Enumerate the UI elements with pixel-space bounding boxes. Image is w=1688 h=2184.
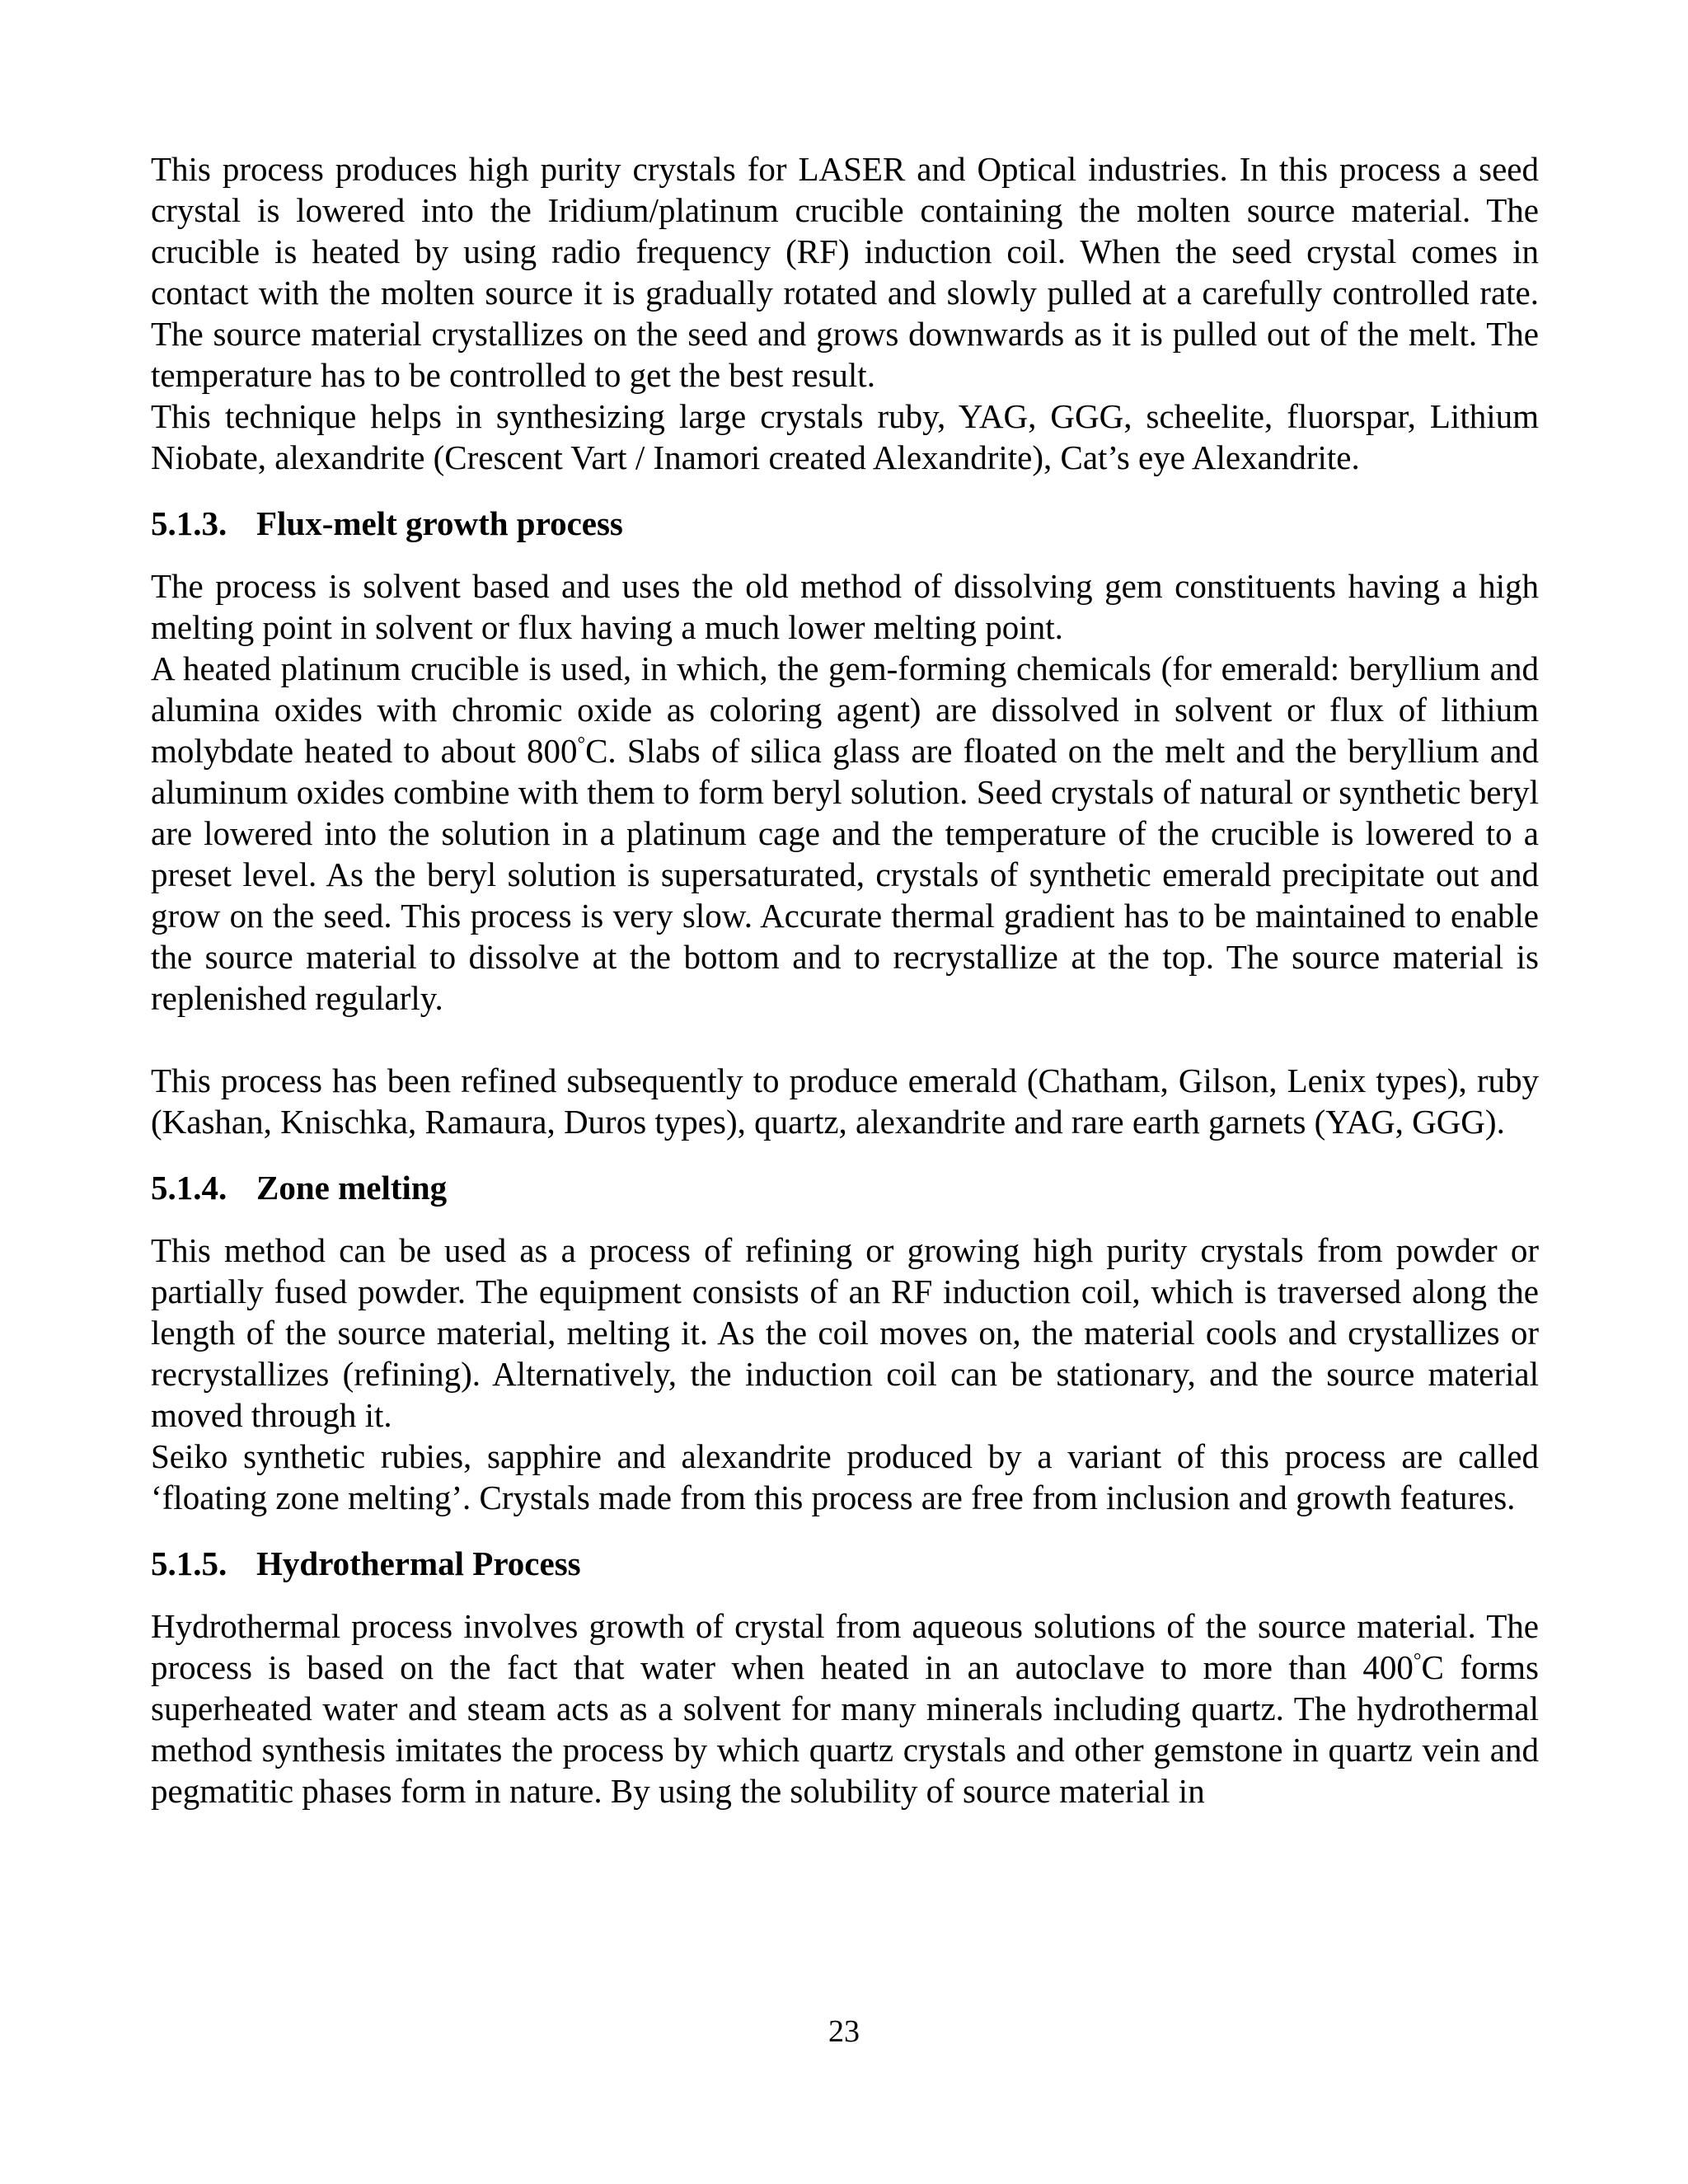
section-heading-5-1-4 [151, 1167, 1539, 1208]
page-number: 23 [828, 2014, 860, 2049]
intro-paragraph-1: This process produces high purity crystals for LASER and Optical industries. In this process a seed crystal is lowered into the Iridium/platinum crucible containing the molten source material. The crucible is heated by using radio frequency (RF) induction coil. When the seed crystal comes in contact with the molten source it is gradually rotated and slowly pulled at a carefully controlled rate. The source material crystallizes on the seed and grows downwards as it is pulled out of the melt. The temperature has to be controlled to get the best result. [151, 150, 1539, 394]
flux-paragraph-3: This process has been refined subsequently to produce emerald (Chatham, Gilson, Lenix types), ruby (Kashan, Knischka, Ramaura, Duros types), quartz, alexandrite and rare earth garnets (YAG, GGG). [151, 1062, 1539, 1141]
intro-paragraph-2: This technique helps in synthesizing large crystals ruby, YAG, GGG, scheelite, fluorspar, Lithium Niobate, alexandrite (Crescent Vart / Inamori created Alexandrite), Cat’s eye Alexandrite. [151, 397, 1539, 476]
section-number: 5.1.5. [151, 1544, 227, 1582]
flux-paragraph-1: The process is solvent based and uses the old method of dissolving gem constituents having a high melting point in solvent or flux having a much lower melting point. [151, 567, 1539, 646]
flux-paragraph-2: A heated platinum crucible is used, in which, the gem-forming chemicals (for emerald: beryllium and alumina oxides with chromic oxide as coloring agent) are dissolved in solvent or flux of lithium molybdate heated to about 800°C. Slabs of silica glass are floated on the melt and the beryllium and aluminum oxides combine with them to form beryl solution. Seed crystals of natural or synthetic beryl are lowered into the solution in a platinum cage and the temperature of the crucible is lowered to a preset level. As the beryl solution is supersaturated, crystals of synthetic emerald precipitate out and grow on the seed. This process is very slow. Accurate thermal gradient has to be maintained to enable the source material to dissolve at the bottom and to recrystallize at the top. The source material is replenished regularly. [151, 649, 1539, 1017]
section-heading-5-1-5 [151, 1543, 1539, 1584]
section-heading-5-1-3 [151, 503, 1539, 544]
zone-paragraph-2: Seiko synthetic rubies, sapphire and alexandrite produced by a variant of this process are called ‘floating zone melting’. Crystals made from this process are free from inclusion and growth features. [151, 1437, 1539, 1516]
zone-paragraph-1: This method can be used as a process of refining or growing high purity crystals from powder or partially fused powder. The equipment consists of an RF induction coil, which is traversed along the length of the source material, melting it. As the coil moves on, the material cools and crystallizes or recrystallizes (refining). Alternatively, the induction coil can be stationary, and the source material moved through it. [151, 1231, 1539, 1434]
degree-symbol: ° [1413, 1650, 1422, 1672]
section-title: Hydrothermal Process [256, 1544, 581, 1582]
degree-symbol: ° [577, 733, 586, 756]
document-page [151, 148, 1539, 1811]
section-title: Flux-melt growth process [256, 504, 623, 542]
section-number: 5.1.4. [151, 1169, 227, 1207]
section-title: Zone melting [256, 1169, 448, 1207]
hydro-paragraph-1: Hydrothermal process involves growth of crystal from aqueous solutions of the source material. The process is based on the fact that water when heated in an autoclave to more than 400°C forms superheated water and steam acts as a solvent for many minerals including quartz. The hydrothermal method synthesis imitates the process by which quartz crystals and other gemstone in quartz vein and pegmatitic phases form in nature. By using the solubility of source material in [151, 1607, 1540, 1810]
section-number: 5.1.3. [151, 504, 227, 542]
